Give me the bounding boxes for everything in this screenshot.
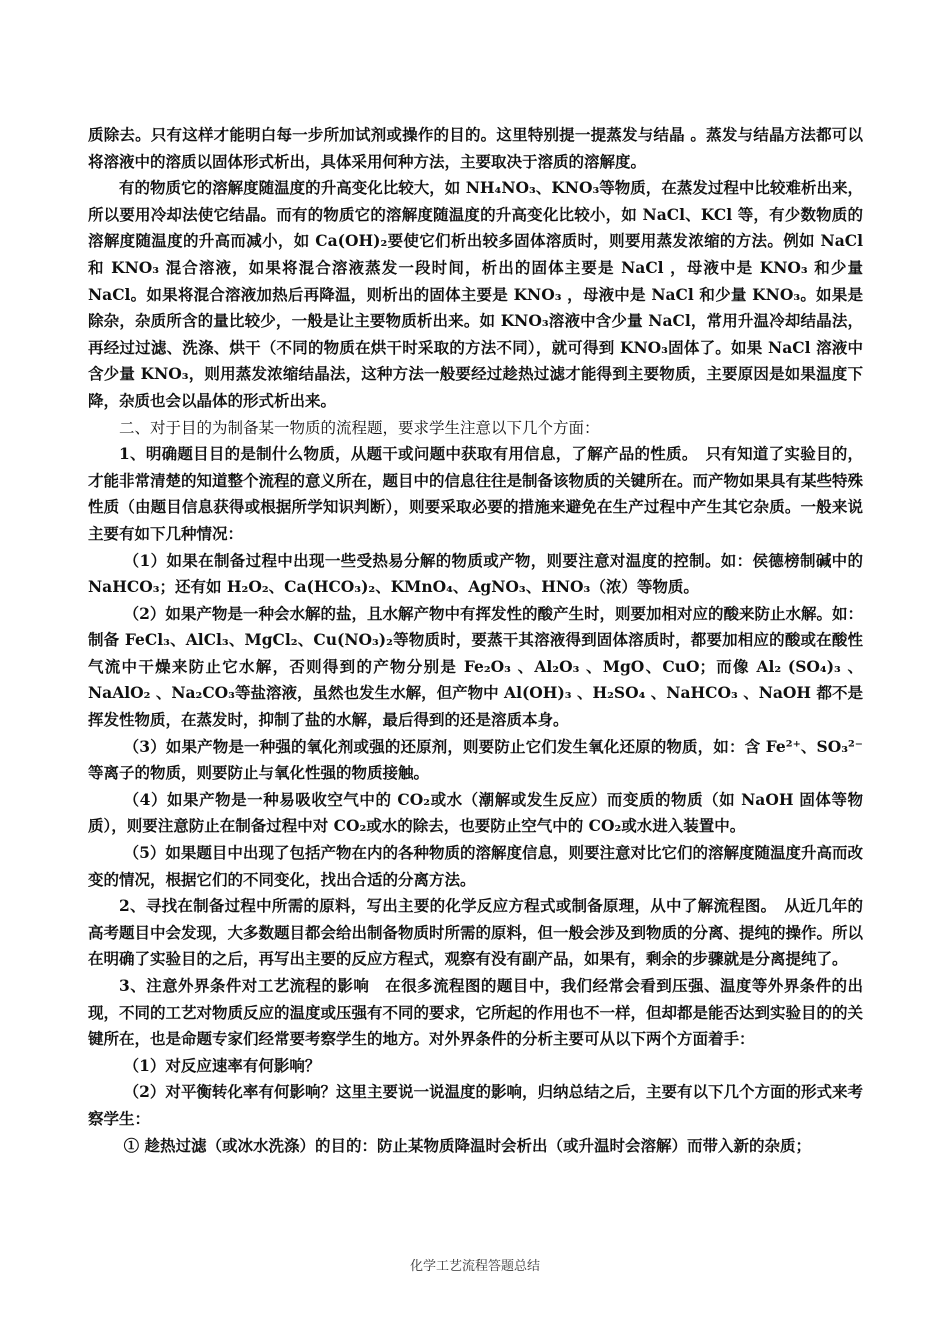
document-body bbox=[88, 122, 863, 1159]
paragraph-solubility: 有的物质它的溶解度随温度的升高变化比较大，如 NH₄NO₃、KNO₃等物质，在蒸发过程中比较难析出来，所以要用冷却法使它结晶。而有的物质它的溶解度随温度的升高变化比较小，如 NaCl、KCl 等，有少数物质的溶解度随温度的升高而减小，如 Ca(OH)₂要使它们析出较多固体溶质时，则要用蒸发浓缩的方法。例如 NaCl 和 KNO₃ 混合溶液，如果将混合溶液蒸发一段时间，析出的固体主要是 NaCl ，母液中是 KNO₃ 和少量 NaCl。如果将混合溶液加热后再降温，则析出的固体主要是 KNO₃ ，母液中是 NaCl 和少量 KNO₃。如果是除杂，杂质所含的量比较少，一般是让主要物质析出来。如 KNO₃溶液中含少量 NaCl，常用升温冷却结晶法，再经过过滤、洗涤、烘干（不同的物质在烘干时采取的方法不同），就可得到 KNO₃固体了。如果 NaCl 溶液中含少量 KNO₃，则用蒸发浓缩结晶法，这种方法一般要经过趁热过滤才能得到主要物质，主要原因是如果温度下降，杂质也会以晶体的形式析出来。 bbox=[88, 178, 863, 410]
point-2: 2、寻找在制备过程中所需的原料，写出主要的化学反应方程式或制备原理，从中了解流程图。 从近几年的高考题目中会发现，大多数题目都会给出制备物质时所需的原料，但一般会涉及到物质的分离、提纯的操作。所以在明确了实验目的之后，再写出主要的反应方程式，观察有没有副产品，如果有，剩余的步骤就是分离提纯了。 bbox=[88, 896, 864, 969]
sub-point-2: （2）对平衡转化率有何影响？这里主要说一说温度的影响，归纳总结之后，主要有以下几个方面的形式来考察学生： bbox=[88, 1082, 863, 1128]
case-5: （5）如果题目中出现了包括产物在内的各种物质的溶解度信息，则要注意对比它们的溶解度随温度升高而改变的情况，根据它们的不同变化，找出合适的分离方法。 bbox=[88, 843, 863, 889]
sub-point-circled-1: ① 趁热过滤（或冰水洗涤）的目的：防止某物质降温时会析出（或升温时会溶解）而带入新的杂质； bbox=[123, 1135, 812, 1155]
case-2: （2）如果产物是一种会水解的盐，且水解产物中有挥发性的酸产生时，则要加相对应的酸来防止水解。如：制备 FeCl₃、AlCl₃、MgCl₂、Cu(NO₃)₂等物质时，要蒸干其溶液得到固体溶质时，都要加相应的酸或在酸性气流中干燥来防止它水解，否则得到的产物分别是 Fe₂O₃ 、Al₂O₃ 、MgO、CuO；而像 Al₂ (SO₄)₃ 、NaAlO₂ 、Na₂CO₃等盐溶液，虽然也发生水解，但产物中 Al(OH)₃ 、H₂SO₄ 、NaHCO₃ 、NaOH 都不是挥发性物质，在蒸发时，抑制了盐的水解，最后得到的还是溶质本身。 bbox=[88, 603, 863, 730]
case-1: （1）如果在制备过程中出现一些受热易分解的物质或产物，则要注意对温度的控制。如：侯德榜制碱中的 NaHCO₃；还有如 H₂O₂、Ca(HCO₃)₂、KMnO₄、AgNO₃、HNO₃（浓）等物质。 bbox=[88, 550, 863, 597]
point-3: 3、注意外界条件对工艺流程的影响 在很多流程图的题目中，我们经常会看到压强、温度等外界条件的出现，不同的工艺对物质反应的温度或压强有不同的要求，它所起的作用也不一样，但却都是能否达到实验目的的关键所在，也是命题专家们经常要考察学生的地方。对外界条件的分析主要可从以下两个方面着手： bbox=[88, 976, 864, 1049]
point-1: 1、明确题目目的是制什么物质，从题干或问题中获取有用信息，了解产品的性质。 只有知道了实验目的，才能非常清楚的知道整个流程的意义所在，题目中的信息往往是制备该物质的关键所在。而产物如果具有某些特殊性质（由题目信息获得或根据所学知识判断），则要采取必要的措施来避免在生产过程中产生其它杂质。一般来说主要有如下几种情况： bbox=[88, 444, 864, 543]
section-heading-2: 二、对于目的为制备某一物质的流程题，要求学生注意以下几个方面： bbox=[119, 418, 600, 437]
case-4: （4）如果产物是一种易吸收空气中的 CO₂或水（潮解或发生反应）而变质的物质（如 NaOH 固体等物质），则要注意防止在制备过程中对 CO₂或水的除去，也要防止空气中的 CO₂或水进入装置中。 bbox=[88, 789, 863, 836]
case-3: （3）如果产物是一种强的氧化剂或强的还原剂，则要防止它们发生氧化还原的物质，如：含 Fe²⁺、SO₃²⁻等离子的物质，则要防止与氧化性强的物质接触。 bbox=[88, 736, 863, 783]
page-footer: 化学工艺流程答题总结 bbox=[409, 1259, 540, 1274]
sub-point-1: （1）对反应速率有何影响？ bbox=[123, 1055, 321, 1075]
paragraph-intro: 质除去。只有这样才能明白每一步所加试剂或操作的目的。这里特别提一提蒸发与结晶 。蒸发与结晶方法都可以将溶液中的溶质以固体形式析出，具体采用何种方法，主要取决于溶质的溶解度。 bbox=[88, 125, 863, 171]
